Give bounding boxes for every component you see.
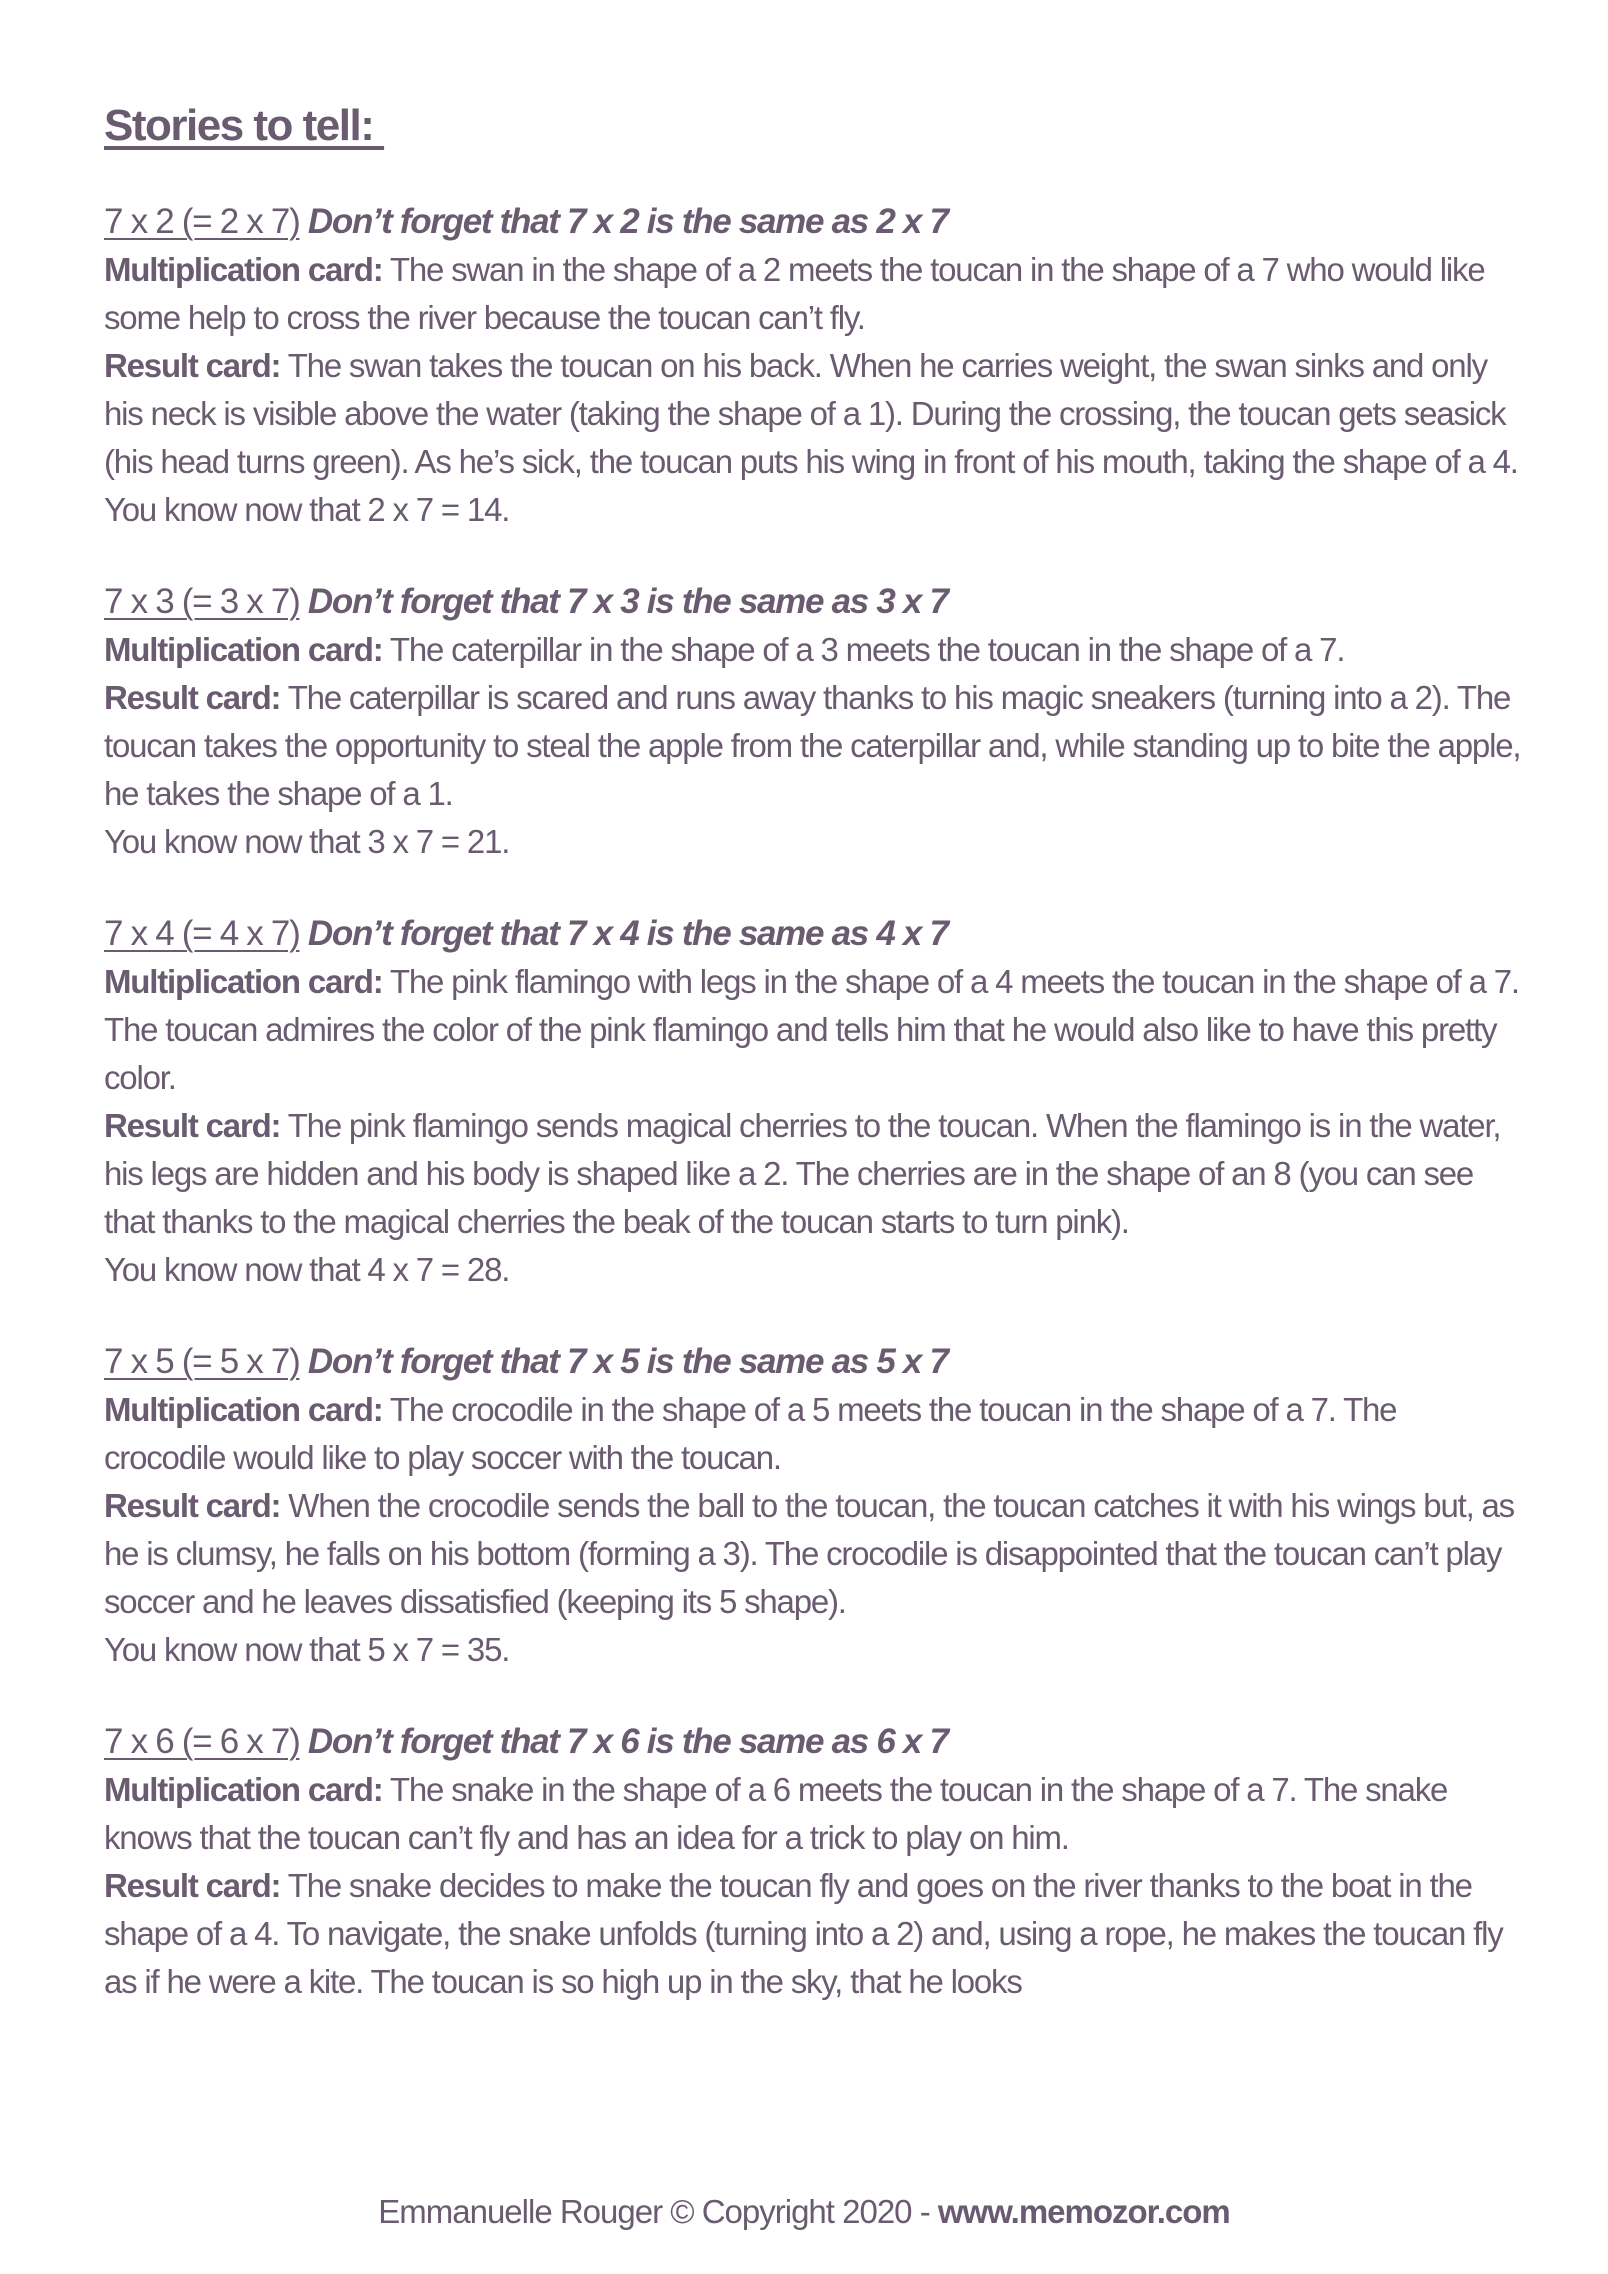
page-title: Stories to tell: <box>104 101 385 150</box>
multiplication-card-text: The caterpillar in the shape of a 3 meets the toucan in the shape of a 7. <box>389 631 1345 668</box>
footer-credit: Emmanuelle Rouger © Copyright 2020 - <box>378 2193 938 2230</box>
story-heading: 7 x 4 (= 4 x 7) <box>104 914 300 953</box>
story-heading: 7 x 6 (= 6 x 7) <box>104 1722 300 1761</box>
multiplication-card-text: The crocodile in the shape of a 5 meets the toucan in the shape of a 7. The crocodile would like to play soccer with the toucan. <box>104 1391 1397 1476</box>
result-card-text: When the crocodile sends the ball to the toucan, the toucan catches it with his wings but, as he is clumsy, he falls on his bottom (forming a 3). The crocodile is disappointed that the toucan can’t play soccer and he leaves dissatisfied (keeping its 5 shape). <box>104 1487 1514 1620</box>
story-conclusion: You know now that 4 x 7 = 28. <box>104 1251 510 1288</box>
result-card-text: The swan takes the toucan on his back. When he carries weight, the swan sinks and only his neck is visible above the water (taking the shape of a 1). During the crossing, the toucan gets seasick (his head turns green). As he’s sick, the toucan puts his wing in front of his mouth, taking the shape of a 4. <box>104 347 1518 480</box>
multiplication-card-paragraph <box>104 958 1524 1102</box>
story-header <box>104 198 1524 246</box>
result-card-text: The snake decides to make the toucan fly and goes on the river thanks to the boat in the shape of a 4. To navigate, the snake unfolds (turning into a 2) and, using a rope, he makes the toucan fly as if he were a kite. The toucan is so high up in the sky, that he looks <box>104 1867 1503 2000</box>
result-card-paragraph <box>104 342 1524 486</box>
story-7x3 <box>104 578 1524 866</box>
story-7x5 <box>104 1338 1524 1674</box>
result-card-text: The pink flamingo sends magical cherries to the toucan. When the flamingo is in the water, his legs are hidden and his body is shaped like a 2. The cherries are in the shape of an 8 (you can see that thanks to the magical cherries the beak of the toucan starts to turn pink). <box>104 1107 1501 1240</box>
story-reminder: Don’t forget that 7 x 4 is the same as 4 x 7 <box>307 914 948 953</box>
multiplication-card-text: The pink flamingo with legs in the shape of a 4 meets the toucan in the shape of a 7. The toucan admires the color of the pink flamingo and tells him that he would also like to have this pretty color. <box>104 963 1519 1096</box>
result-card-label: Result card: <box>104 1487 281 1524</box>
result-card-paragraph <box>104 1862 1524 2006</box>
multiplication-card-text: The snake in the shape of a 6 meets the toucan in the shape of a 7. The snake knows that the toucan can’t fly and has an idea for a trick to play on him. <box>104 1771 1448 1856</box>
story-reminder: Don’t forget that 7 x 2 is the same as 2 x 7 <box>307 202 948 241</box>
page-footer <box>0 2188 1608 2236</box>
multiplication-card-label: Multiplication card: <box>104 1771 383 1808</box>
result-card-paragraph <box>104 1482 1524 1626</box>
story-conclusion: You know now that 3 x 7 = 21. <box>104 823 510 860</box>
story-reminder: Don’t forget that 7 x 5 is the same as 5 x 7 <box>307 1342 948 1381</box>
result-card-label: Result card: <box>104 1867 281 1904</box>
multiplication-card-paragraph <box>104 626 1524 674</box>
result-card-paragraph <box>104 1102 1524 1246</box>
multiplication-card-label: Multiplication card: <box>104 251 383 288</box>
story-7x2 <box>104 198 1524 534</box>
multiplication-card-paragraph <box>104 246 1524 342</box>
story-reminder: Don’t forget that 7 x 6 is the same as 6 x 7 <box>307 1722 948 1761</box>
story-heading: 7 x 5 (= 5 x 7) <box>104 1342 300 1381</box>
story-heading: 7 x 2 (= 2 x 7) <box>104 202 300 241</box>
multiplication-card-paragraph <box>104 1766 1524 1862</box>
story-header <box>104 1718 1524 1766</box>
multiplication-card-label: Multiplication card: <box>104 963 383 1000</box>
story-7x6 <box>104 1718 1524 2006</box>
multiplication-card-paragraph <box>104 1386 1524 1482</box>
story-7x4 <box>104 910 1524 1294</box>
story-conclusion: You know now that 5 x 7 = 35. <box>104 1631 510 1668</box>
story-reminder: Don’t forget that 7 x 3 is the same as 3 x 7 <box>307 582 948 621</box>
result-card-label: Result card: <box>104 1107 281 1144</box>
story-conclusion: You know now that 2 x 7 = 14. <box>104 491 510 528</box>
result-card-paragraph <box>104 674 1524 818</box>
multiplication-card-label: Multiplication card: <box>104 1391 383 1428</box>
story-heading: 7 x 3 (= 3 x 7) <box>104 582 300 621</box>
multiplication-card-text: The swan in the shape of a 2 meets the toucan in the shape of a 7 who would like some help to cross the river because the toucan can’t fly. <box>104 251 1485 336</box>
story-header <box>104 910 1524 958</box>
result-card-label: Result card: <box>104 347 281 384</box>
result-card-text: The caterpillar is scared and runs away thanks to his magic sneakers (turning into a 2). The toucan takes the opportunity to steal the apple from the caterpillar and, while standing up to bite the apple, he takes the shape of a 1. <box>104 679 1521 812</box>
story-header <box>104 578 1524 626</box>
result-card-label: Result card: <box>104 679 281 716</box>
story-header <box>104 1338 1524 1386</box>
footer-website-link[interactable]: www.memozor.com <box>937 2193 1230 2230</box>
multiplication-card-label: Multiplication card: <box>104 631 383 668</box>
document-page <box>104 96 1524 2050</box>
